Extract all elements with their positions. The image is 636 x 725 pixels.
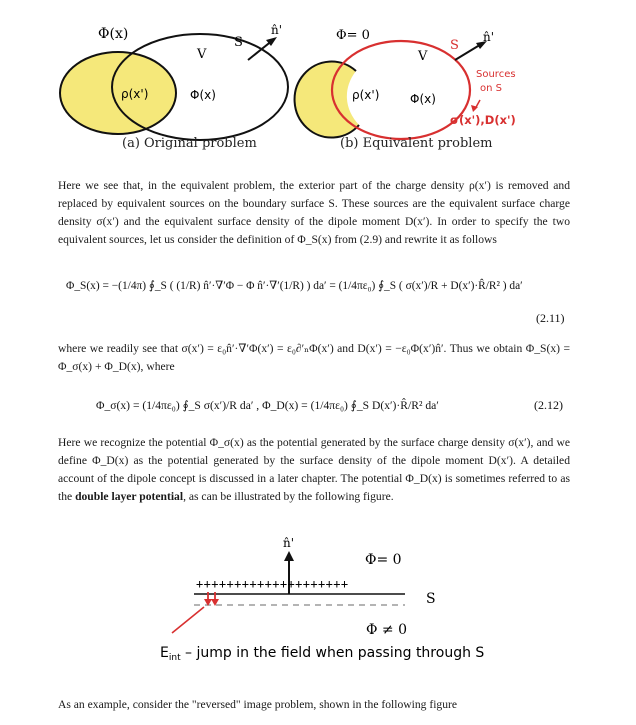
label-phi-nonzero: Φ ≠ 0 [366, 622, 408, 638]
label-rho-right: ρ(x') [352, 88, 380, 102]
label-S-bottom: S [426, 591, 436, 607]
label-phi-zero-top: Φ= 0 [336, 28, 370, 43]
equation-number-2-12: (2.12) [534, 398, 563, 412]
figure-top [0, 0, 636, 160]
field-jump-pointer [172, 607, 204, 633]
rho-region-left [60, 52, 176, 134]
label-V-right: V [418, 49, 428, 64]
label-phi-zero-bottom: Φ= 0 [365, 552, 402, 568]
caption-field-jump: $E_{int}$ – jump in the field when passing through S [160, 645, 485, 663]
caption-original-problem: (a) Original problem [122, 136, 257, 151]
figure-original-problem [60, 23, 288, 140]
caption-equivalent-problem: (b) Equivalent problem [340, 136, 493, 151]
label-phi-x-inner-left: Φ(x) [190, 88, 216, 102]
normal-arrowhead-bottom [284, 551, 294, 561]
paragraph-sigma-D-definitions: where we readily see that σ(x′) = ε₀n̂′·∇′Φ(x′) = ε₀∂′ₙΦ(x′) and D(x′) = −ε₀Φ(x′)n̂′. Thus we obtain Φ_S(x) = Φ_σ(x) + Φ_D(x), where [58, 342, 570, 373]
label-V-left: V [197, 47, 207, 62]
paragraph-equivalent-sources: Here we see that, in the equivalent problem, the exterior part of the charge density ρ(x′) is removed and replaced by equivalent sources on the boundary surface S. These sources are the equivalent surface charge density σ(x′) and the equivalent surface density of the dipole moment D(x′). In order to specify the two equivalent sources, let us consider the definition of Φ_S(x) from (2.9) and rewrite it as follows [58, 179, 570, 246]
paragraph-reversed-image: As an example, consider the "reversed" image problem, shown in the following figure [58, 698, 458, 711]
equation-2-11: Φ_S(x) = −(1/4π) ∮_S ( (1/R) n̂′·∇′Φ − Φ n̂′·∇′(1/R) ) da′ = (1/4πε₀) ∮_S ( σ(x′)/R + D(x′)·R̂/R² ) da′ [66, 280, 523, 292]
label-S-left: S [234, 35, 243, 50]
equation-2-12: Φ_σ(x) = (1/4πε₀) ∮_S σ(x′)/R da′ , Φ_D(x) = (1/4πε₀) ∮_S D(x′)·R̂/R² da′ [96, 399, 439, 412]
label-n-right: n̂' [483, 30, 495, 44]
plus-charge-row: ++++++++++++++++++++ [196, 577, 349, 591]
label-rho-left: ρ(x') [121, 87, 149, 101]
paragraph-double-layer-a: Here we recognize the potential Φ_σ(x) as the potential generated by the surface charge density σ(x′), and we define Φ_D(x) as the potential generated by the surface density of the dipole moment D(x′). A detailed account of the dipole concept is discussed in a later chapter. The potential Φ_D(x) is sometimes referred to as the [58, 436, 570, 503]
label-sources: Sources [476, 69, 516, 80]
label-on-S: on S [480, 83, 502, 94]
label-n-left: n̂' [271, 23, 283, 37]
double-layer-potential-term: double layer potential [75, 490, 184, 503]
label-phi-x-outer: Φ(x) [98, 26, 129, 42]
equation-number-2-11: (2.11) [536, 311, 565, 325]
label-phi-x-inner-right: Φ(x) [410, 92, 436, 106]
label-S-right: S [450, 38, 459, 53]
figure-equivalent-problem [295, 28, 516, 139]
paragraph-double-layer [58, 434, 570, 506]
label-n-bottom: n̂' [283, 536, 295, 550]
label-sigma-D: σ(x'),D(x') [450, 113, 516, 127]
figure-double-layer [0, 530, 636, 670]
paragraph-double-layer-b: , as can be illustrated by the following figure. [183, 490, 394, 503]
